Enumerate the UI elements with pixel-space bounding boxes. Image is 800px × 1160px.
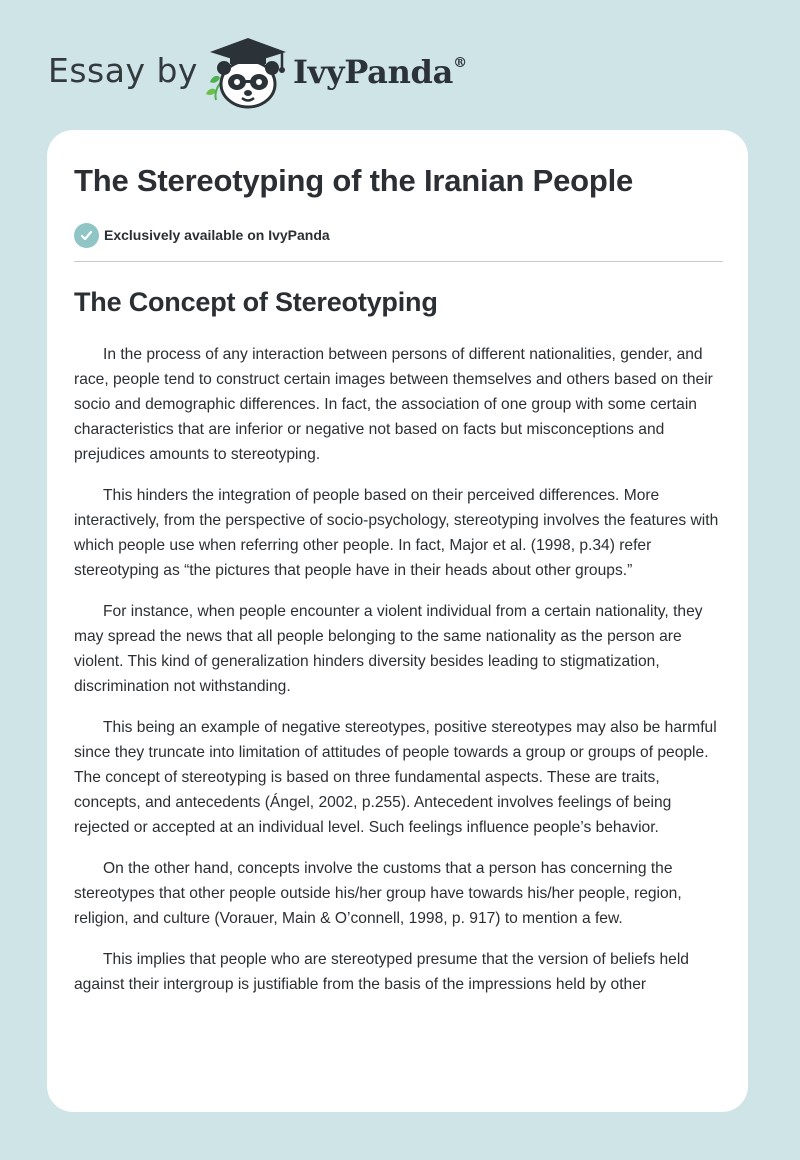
paragraph: On the other hand, concepts involve the customs that a person has concerning the stereotypes that other people outside his/her group have towards his/her people, region, religion, and culture (Vorauer, Main & O’connell, 1998, p. 917) to mention a few. xyxy=(74,860,682,927)
essay-by-label: Essay by xyxy=(48,51,198,90)
paragraph: This implies that people who are stereotyped presume that the version of beliefs held against their intergroup is justifiable from the basis of the impressions held by other xyxy=(74,951,689,993)
check-icon xyxy=(74,223,99,248)
paragraph: This hinders the integration of people based on their perceived differences. More interactively, from the perspective of socio-psychology, stereotyping involves the features with which people use when referring other people. In fact, Major et al. (1998, p.34) refer stereotyping as “the pictures that people have in their heads about other groups.” xyxy=(74,487,719,579)
paragraph: This being an example of negative stereotypes, positive stereotypes may also be harmful since they truncate into limitation of attitudes of people towards a group or groups of people. The concept of stereotyping is based on three fundamental aspects. These are traits, concepts, and antecedents (Ángel, 2002, p.255). Antecedent involves feelings of being rejected or accepted at an individual level. Such feelings influence people’s behavior. xyxy=(74,719,717,836)
paragraph: In the process of any interaction between persons of different nationalities, gender, and race, people tend to construct certain images between themselves and others based on their socio and demographic differences. In fact, the association of one group with some certain characteristics that are inferior or negative not based on facts but misconceptions and prejudices amounts to stereotyping. xyxy=(74,346,713,463)
page-title: The Stereotyping of the Iranian People xyxy=(74,163,634,198)
essay-card xyxy=(47,130,748,1112)
ivypanda-logo-text[interactable] xyxy=(293,53,467,91)
brand-name: IvyPanda xyxy=(293,53,454,91)
panda-graduate-icon[interactable] xyxy=(202,34,294,110)
availability-badge xyxy=(74,222,330,248)
site-header xyxy=(48,34,468,110)
paragraph: For instance, when people encounter a violent individual from a certain nationality, they may spread the news that all people belonging to the same nationality as the person are violent. This kind of generalization hinders diversity besides leading to stigmatization, discrimination not withstanding. xyxy=(74,603,703,695)
availability-text: Exclusively available on IvyPanda xyxy=(104,227,330,243)
registered-mark: ® xyxy=(453,55,467,72)
divider xyxy=(74,261,723,262)
section-heading: The Concept of Stereotyping xyxy=(74,287,438,317)
essay-body xyxy=(74,342,725,1013)
